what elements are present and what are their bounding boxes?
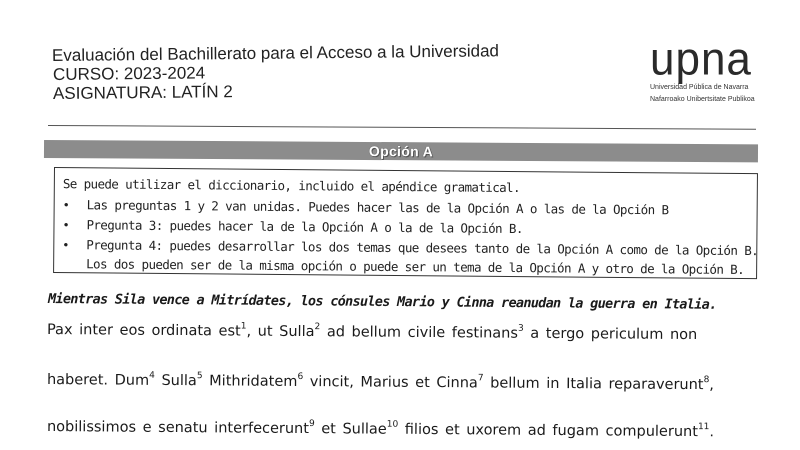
logo-subtitle-es: Universidad Pública de Navarra [650, 84, 749, 91]
list-item: • Pregunta 4: puedes desarrollar los dos temas que desees tanto de la Opción A como de la Opción B. [62, 235, 758, 261]
logo-subtitle-eu: Nafarroako Unibertsitate Publikoa [650, 96, 755, 103]
bullet-icon: • [62, 218, 70, 233]
option-banner [44, 140, 758, 162]
latin-line-3: nobilissimos e senatu interfecerunt$^9$ et Sullae$^{10}$ filios et uxorem ad fugam compulerunt$^{11}$. [46, 419, 715, 441]
exam-header [51, 41, 500, 103]
instructions-box [53, 167, 758, 279]
passage-subtitle: Mientras Sila vence a Mitrídates, los cónsules Mario y Cinna reanudan la guerra en Italia. [47, 291, 717, 313]
bullet-icon: • [62, 238, 69, 253]
list-item: • Las preguntas 1 y 2 van unidas. Puedes hacer las de la Opción A o las de la Opción B [63, 195, 759, 221]
list-item: • Pregunta 3: puedes hacer la de la Opción A o la de la Opción B. [62, 215, 758, 241]
header-divider [48, 125, 756, 130]
latin-line-2: haberet. Dum$^4$ Sulla$^5$ Mithridatem$^6$ vincit, Marius et Cinna$^7$ bellum in Italia reparaverunt$^8$, [46, 370, 714, 394]
upna-logo [650, 33, 780, 104]
course-line: CURSO: 2023-2024 [52, 63, 206, 84]
option-title: Opción A [368, 142, 434, 160]
instructions-intro: Se puede utilizar el diccionario, incluido el apéndice gramatical. [62, 176, 520, 196]
subject-line: ASIGNATURA: LATÍN 2 [52, 82, 233, 103]
instructions-continuation: Los dos pueden ser de la misma opción o puede ser un tema de la Opción A y otro de la Opción B. [86, 256, 745, 278]
exam-title: Evaluación del Bachillerato para el Acceso a la Universidad [51, 41, 500, 65]
latin-line-1: Pax inter eos ordinata est$^1$, ut Sulla$^2$ ad bellum civile festinans$^3$ a tergo periculum non [46, 321, 698, 344]
logo-wordmark: upna [650, 33, 752, 86]
bullet-icon: • [62, 198, 70, 213]
instructions-list [62, 195, 758, 261]
